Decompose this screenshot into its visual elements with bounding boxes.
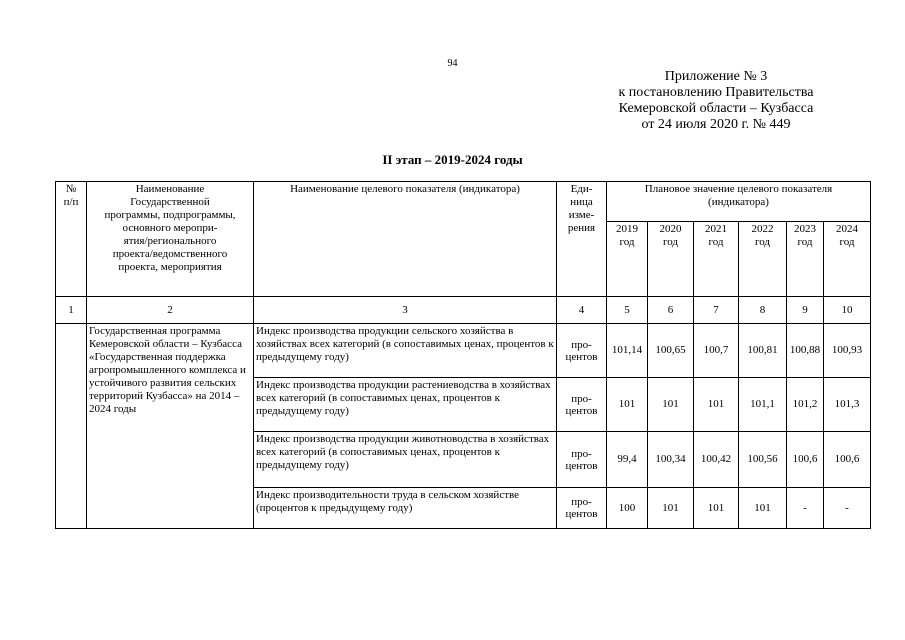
header-number: № п/п [56,182,87,297]
value-cell: 100,65 [648,324,694,378]
unit-cell: про- центов [557,378,607,432]
indicator-name: Индекс производства продукции сельского хозяйства в хозяйствах всех категорий (в сопоставимых ценах, процентов к предыдущему году) [254,324,557,378]
value-cell: 100,6 [824,432,871,488]
row-number-cell [56,324,87,529]
column-number: 4 [557,297,607,324]
value-cell: 100,81 [739,324,787,378]
value-cell: 101 [648,488,694,529]
header-year: 2024 год [824,222,871,297]
header-year: 2020 год [648,222,694,297]
value-cell: 101,3 [824,378,871,432]
header-year: 2019 год [607,222,648,297]
value-cell: 101 [648,378,694,432]
appendix-reference [580,69,852,133]
column-number: 6 [648,297,694,324]
table-row [56,324,871,378]
value-cell: 100,6 [787,432,824,488]
header-year: 2023 год [787,222,824,297]
column-number: 9 [787,297,824,324]
stage-title: II этап – 2019-2024 годы [382,152,523,167]
value-cell: - [787,488,824,529]
unit-cell: про- центов [557,432,607,488]
value-cell: 101 [739,488,787,529]
appendix-line: от 24 июля 2020 г. № 449 [641,117,791,132]
value-cell: 101 [607,378,648,432]
indicators-table [55,181,871,529]
value-cell: 100,7 [694,324,739,378]
value-cell: 101,2 [787,378,824,432]
value-cell: - [824,488,871,529]
column-numbers-row [56,297,871,324]
header-indicator: Наименование целевого показателя (индикатора) [254,182,557,297]
column-number: 10 [824,297,871,324]
indicator-name: Индекс производства продукции растениеводства в хозяйствах всех категорий (в сопоставимых ценах, процентов к предыдущему году) [254,378,557,432]
page-number: 94 [447,58,458,69]
column-number: 1 [56,297,87,324]
indicator-name: Индекс производства продукции животноводства в хозяйствах всех категорий (в сопоставимых ценах, процентов к предыдущему году) [254,432,557,488]
unit-cell: про- центов [557,488,607,529]
indicator-name: Индекс производительности труда в сельском хозяйстве (процентов к предыдущему году) [254,488,557,529]
appendix-line: Кемеровской области – Кузбасса [618,101,814,116]
header-program: Наименование Государственной программы, подпрограммы, основного меропри- ятия/регионального проекта/ведомственного проекта, мероприятия [87,182,254,297]
value-cell: 100,42 [694,432,739,488]
column-number: 8 [739,297,787,324]
value-cell: 100,93 [824,324,871,378]
value-cell: 101,14 [607,324,648,378]
header-row [56,182,871,222]
value-cell: 99,4 [607,432,648,488]
value-cell: 101 [694,378,739,432]
header-year: 2022 год [739,222,787,297]
appendix-line: к постановлению Правительства [618,85,814,100]
column-number: 3 [254,297,557,324]
column-number: 7 [694,297,739,324]
appendix-line: Приложение № 3 [664,69,768,84]
header-year: 2021 год [694,222,739,297]
column-number: 2 [87,297,254,324]
program-name: Государственная программа Кемеровской области – Кузбасса «Государственная поддержка агропромышленного комплекса и устойчивого развития сельских территорий Кузбасса» на 2014 – 2024 годы [87,324,254,529]
unit-cell: про- центов [557,324,607,378]
value-cell: 101,1 [739,378,787,432]
column-number: 5 [607,297,648,324]
header-planned-value: Плановое значение целевого показателя (индикатора) [607,182,871,222]
value-cell: 101 [694,488,739,529]
value-cell: 100,88 [787,324,824,378]
header-unit: Еди- ница изме- рения [557,182,607,297]
value-cell: 100 [607,488,648,529]
value-cell: 100,56 [739,432,787,488]
value-cell: 100,34 [648,432,694,488]
